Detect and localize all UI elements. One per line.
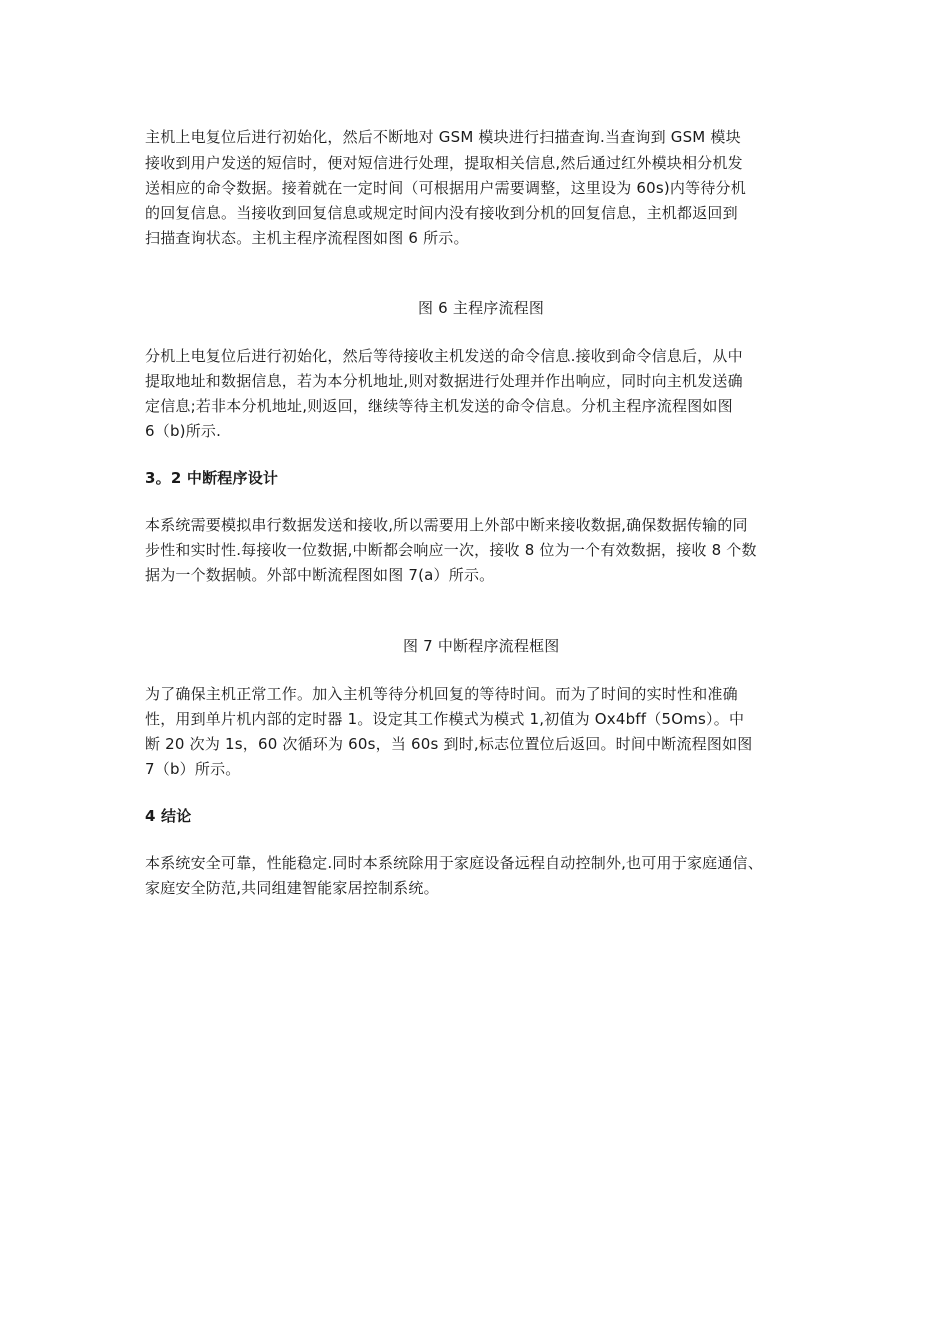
- text-line: 提取地址和数据信息，若为本分机地址,则对数据进行处理并作出响应，同时向主机发送确: [145, 372, 743, 390]
- section-heading-3-2: 3。2 中断程序设计: [145, 469, 279, 487]
- text-line: 扫描查询状态。主机主程序流程图如图 6 所示。: [145, 229, 469, 247]
- text-line: 分机上电复位后进行初始化，然后等待接收主机发送的命令信息.接收到命令信息后，从中: [145, 347, 743, 365]
- text-line: 主机上电复位后进行初始化，然后不断地对 GSM 模块进行扫描查询.当查询到 GSM 模块: [145, 128, 741, 146]
- text-line: 断 20 次为 1s，60 次循环为 60s，当 60s 到时,标志位置位后返回。时间中断流程图如图: [145, 735, 753, 753]
- text-line: 本系统需要模拟串行数据发送和接收,所以需要用上外部中断来接收数据,确保数据传输的同: [145, 516, 748, 534]
- text-line: 送相应的命令数据。接着就在一定时间（可根据用户需要调整，这里设为 60s)内等待分机: [145, 179, 746, 197]
- text-line: 性，用到单片机内部的定时器 1。设定其工作模式为模式 1,初值为 Ox4bff（5Oms）。中: [145, 710, 745, 728]
- text-line: 的回复信息。当接收到回复信息或规定时间内没有接收到分机的回复信息，主机都返回到: [145, 204, 738, 222]
- text-line: 定信息;若非本分机地址,则返回，继续等待主机发送的命令信息。分机主程序流程图如图: [145, 397, 733, 415]
- text-line: 据为一个数据帧。外部中断流程图如图 7(a）所示。: [145, 566, 495, 584]
- figure-6-caption: 图 6 主程序流程图: [418, 299, 545, 317]
- figure-7-caption: 图 7 中断程序流程框图: [403, 637, 560, 655]
- text-line: 接收到用户发送的短信时，便对短信进行处理，提取相关信息,然后通过红外模块相分机发: [145, 154, 743, 172]
- text-line: 本系统安全可靠，性能稳定.同时本系统除用于家庭设备远程自动控制外,也可用于家庭通信、: [145, 854, 763, 872]
- text-line: 家庭安全防范,共同组建智能家居控制系统。: [145, 879, 439, 897]
- text-line: 6（b)所示.: [145, 422, 222, 440]
- text-line: 步性和实时性.每接收一位数据,中断都会响应一次，接收 8 位为一个有效数据，接收 8 个数: [145, 541, 757, 559]
- section-heading-4: 4 结论: [145, 807, 192, 825]
- text-line: 为了确保主机正常工作。加入主机等待分机回复的等待时间。而为了时间的实时性和准确: [145, 685, 738, 703]
- text-line: 7（b）所示。: [145, 760, 241, 778]
